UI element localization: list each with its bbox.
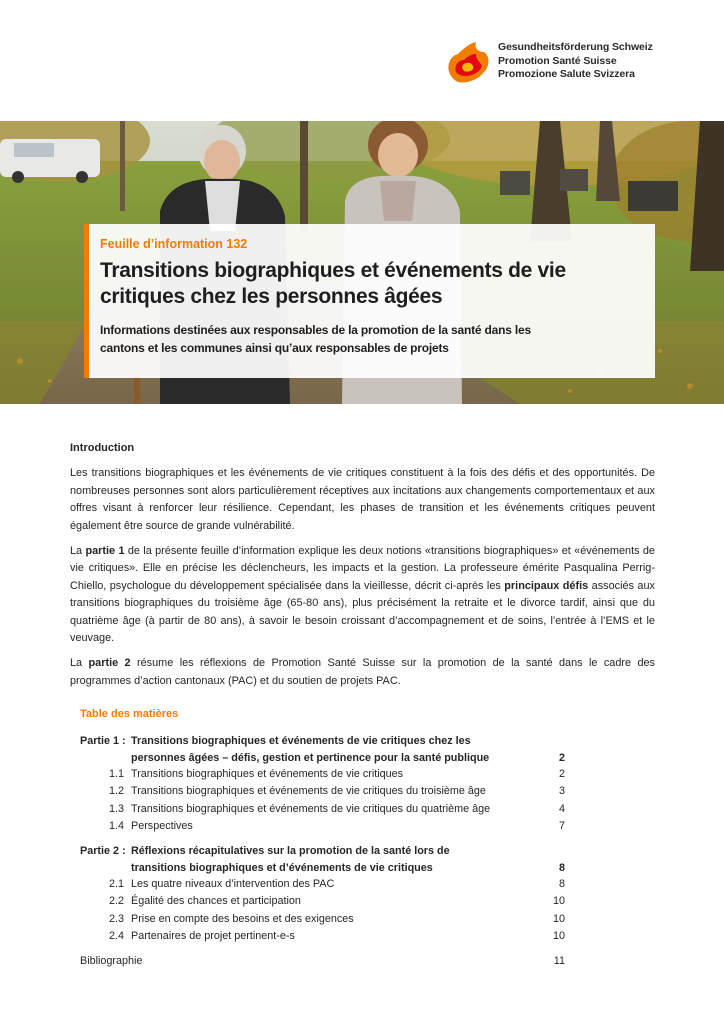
text-run: La [70,657,89,670]
accent-bar [84,224,89,378]
toc-item[interactable] [80,928,565,945]
toc-item-title: Transitions biographiques et événements de vie critiques du troisième âge [131,785,486,798]
intro-paragraph-1: Les transitions biographiques et les événements de vie critiques constituent à la fois des défis et des opportunités. De nombreuses personnes sont alors particulièrement réceptives aux incitations aux changements comportementaux et aux offres visant à renforcer leur résilience. Cependant, les phases de transition et les événements critiques peuvent également être source de grande vulnérabilité. [70,467,655,532]
spacer [80,835,565,843]
introduction-section [70,440,655,698]
organization-logo [444,38,664,84]
toc-item-title: Partenaires de projet pertinent-e-s [131,930,295,943]
toc-page-number: 10 [552,930,565,943]
logo-line-fr: Promotion Santé Suisse [498,54,617,67]
toc-part-label: Partie 2 : [80,845,126,858]
text-run: résume les réflexions de Promotion Santé Suisse sur la promotion de la santé dans le cadre des programmes d’action cantonaux (PAC) et du soutien de projets PAC. [70,657,656,687]
toc-item[interactable] [80,818,565,835]
toc-item[interactable] [80,876,565,893]
toc-item-title: Les quatre niveaux d’intervention des PAC [131,878,335,891]
toc-item[interactable] [80,801,565,818]
toc-item-title: Bibliographie [80,955,143,968]
toc-page-number: 2 [558,768,565,780]
title-line: Transitions biographiques et événements de vie [100,259,566,282]
toc-page-number: 11 [553,955,565,968]
toc-page-number: 7 [558,819,565,832]
toc-item-number: 2.4 [109,930,125,943]
page-title [100,258,645,310]
toc-page-number: 4 [558,802,565,815]
text-run: associés aux transitions biographiques du troisième âge (65-80 ans), plus précisément la retraite et le divorce tardif, ainsi que du quatrième âge (à partir de 80 ans), à savoir le besoin croissant d’accompagnement et de soins, l’entrée à l’EMS et le veuvage. [70,579,655,645]
toc-item-number: 2.2 [109,895,125,908]
toc-page-number: 8 [558,861,565,874]
toc-item-number: 2.1 [109,878,125,891]
toc-item-number: 1.3 [109,802,125,815]
subtitle-line: cantons et les communes ainsi qu’aux responsables de projets [100,341,449,355]
toc-item-number: 1.1 [109,768,125,780]
toc-part-title-line: personnes âgées – défis, gestion et pertinence pour la santé publique [131,751,490,764]
toc-page-number: 10 [552,895,565,908]
toc-heading: Table des matières [80,708,179,720]
text-run-bold: principaux défis [504,579,589,592]
toc-item-number: 1.4 [109,819,125,832]
intro-paragraph-3 [70,655,655,690]
toc-part-1[interactable] [80,733,565,766]
toc-item-number: 2.3 [109,912,125,925]
section-heading: Introduction [70,442,135,454]
toc-page-number: 3 [558,785,565,798]
title-line: critiques chez les personnes âgées [100,285,443,308]
page-subtitle [100,321,645,357]
toc-item-number: 1.2 [109,785,125,798]
toc-part-title-line: transitions biographiques et d’événements de vie critiques [131,861,433,874]
toc-bibliography[interactable] [80,953,565,970]
toc-item[interactable] [80,783,565,800]
toc-item[interactable] [80,893,565,910]
logo-text [498,41,653,82]
text-run: La [70,545,86,558]
toc-part-title-line: Réflexions récapitulatives sur la promotion de la santé lors de [131,845,450,858]
toc-part-title-line: Transitions biographiques et événements de vie critiques chez les [131,735,471,747]
toc-item[interactable] [80,911,565,928]
toc-item-title: Transitions biographiques et événements de vie critiques du quatrième âge [131,802,491,815]
toc-item-title: Prise en compte des besoins et des exigences [131,912,354,925]
text-run-bold: partie 1 [85,545,125,558]
table-of-contents [80,733,565,970]
toc-item-title: Perspectives [131,819,193,832]
toc-item[interactable] [80,766,565,783]
title-box [84,224,655,378]
toc-page-number: 8 [558,878,565,891]
toc-page-number: 2 [558,751,565,764]
toc-part-label: Partie 1 : [80,735,126,747]
logo-line-it: Promozione Salute Svizzera [498,68,635,80]
text-run-bold: partie 2 [88,657,131,670]
publication-kicker: Feuille d’information 132 [100,237,248,251]
logo-line-de: Gesundheitsförderung Schweiz [498,41,653,53]
toc-part-title [131,843,565,876]
intro-paragraph-2 [70,543,655,647]
toc-page-number: 10 [552,912,565,925]
toc-item-title: Égalité des chances et participation [131,895,301,908]
logo-flame-icon [444,40,492,84]
toc-part-2[interactable] [80,843,565,876]
text-run: de la présente feuille d’information explique les deux notions «transitions biographiques» et «événements de vie critiques». Elle en précise les déclencheurs, les impacts et la gestion. La professeure émérite Pasqualina Perrig-Chiello, psychologue du développement spécialisée dans la vieillesse, décrit ci-après les [70,545,655,592]
subtitle-line: Informations destinées aux responsables de la promotion de la santé dans les [100,323,531,337]
toc-part-title [131,733,565,766]
toc-item-title: Transitions biographiques et événements de vie critiques [131,768,404,780]
